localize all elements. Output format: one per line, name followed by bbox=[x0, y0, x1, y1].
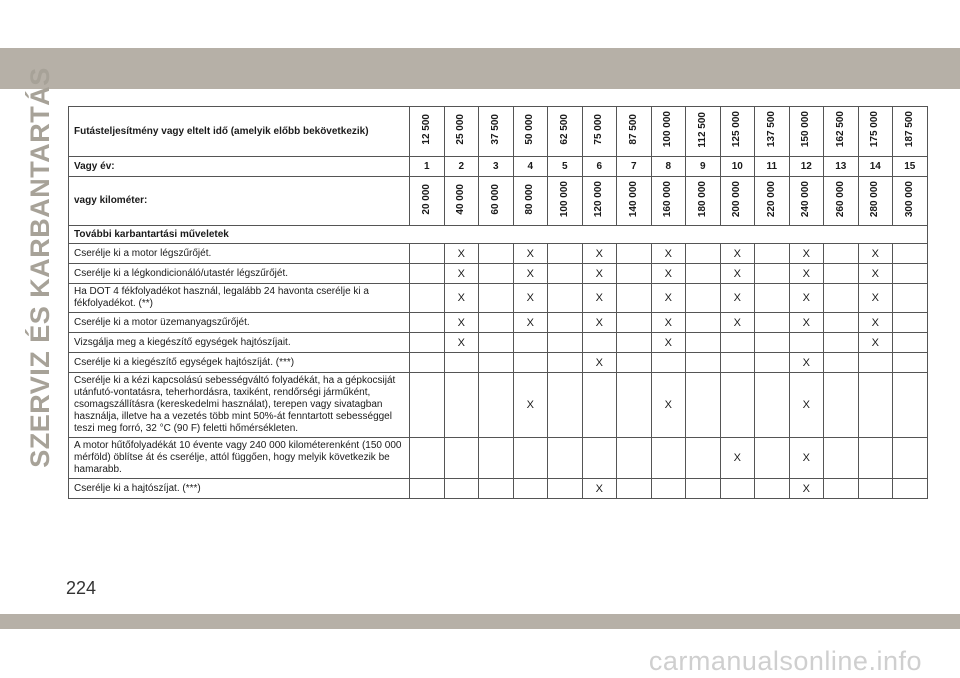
interval-mark bbox=[617, 264, 652, 284]
interval-mark: X bbox=[858, 284, 893, 313]
section-side-title bbox=[10, 67, 70, 468]
interval-mark bbox=[548, 264, 583, 284]
interval-mark: X bbox=[513, 284, 548, 313]
interval-mark: X bbox=[651, 313, 686, 333]
kilometer-value: 280 000 bbox=[869, 181, 881, 218]
year-cell: 3 bbox=[479, 157, 514, 177]
year-cell: 9 bbox=[686, 157, 721, 177]
interval-mark bbox=[479, 284, 514, 313]
kilometer-value: 100 000 bbox=[558, 181, 570, 218]
interval-mark bbox=[893, 313, 928, 333]
task-description: Cserélje ki a motor üzemanyagszűrőjét. bbox=[69, 313, 410, 333]
interval-mark: X bbox=[513, 244, 548, 264]
interval-mark: X bbox=[444, 264, 479, 284]
interval-mark bbox=[755, 244, 790, 264]
interval-mark bbox=[548, 353, 583, 373]
interval-mark bbox=[824, 438, 859, 479]
mileage-value: 162 500 bbox=[834, 111, 846, 148]
interval-mark bbox=[686, 244, 721, 264]
interval-mark bbox=[893, 264, 928, 284]
kilometer-label: vagy kilométer: bbox=[69, 177, 410, 226]
interval-mark bbox=[548, 244, 583, 264]
interval-mark bbox=[548, 284, 583, 313]
interval-mark: X bbox=[789, 479, 824, 499]
interval-mark bbox=[755, 313, 790, 333]
interval-mark: X bbox=[858, 313, 893, 333]
task-description: Cserélje ki a légkondicionáló/utastér légszűrőjét. bbox=[69, 264, 410, 284]
interval-mark bbox=[479, 479, 514, 499]
interval-mark bbox=[720, 333, 755, 353]
interval-mark: X bbox=[513, 264, 548, 284]
interval-mark bbox=[617, 353, 652, 373]
year-cell: 13 bbox=[824, 157, 859, 177]
year-cell: 11 bbox=[755, 157, 790, 177]
interval-mark bbox=[824, 244, 859, 264]
task-description: Cserélje ki a motor légszűrőjét. bbox=[69, 244, 410, 264]
interval-mark: X bbox=[651, 373, 686, 438]
interval-mark: X bbox=[651, 264, 686, 284]
side-title-text: SZERVIZ ÉS KARBANTARTÁS bbox=[24, 67, 55, 468]
interval-mark bbox=[893, 353, 928, 373]
interval-mark: X bbox=[789, 353, 824, 373]
mileage-cell bbox=[858, 107, 893, 157]
mileage-value: 137 500 bbox=[765, 111, 777, 148]
interval-mark bbox=[686, 333, 721, 353]
interval-mark bbox=[858, 479, 893, 499]
interval-mark bbox=[720, 373, 755, 438]
interval-mark bbox=[410, 333, 445, 353]
kilometer-value: 180 000 bbox=[696, 181, 708, 218]
kilometer-value: 60 000 bbox=[489, 183, 501, 215]
interval-mark bbox=[410, 284, 445, 313]
kilometer-cell bbox=[410, 177, 445, 226]
kilometer-cell bbox=[893, 177, 928, 226]
interval-mark bbox=[755, 479, 790, 499]
mileage-value: 87 500 bbox=[627, 114, 639, 145]
section-heading: További karbantartási műveletek bbox=[69, 226, 928, 244]
kilometer-cell bbox=[789, 177, 824, 226]
interval-mark bbox=[651, 438, 686, 479]
interval-mark bbox=[582, 438, 617, 479]
mileage-cell bbox=[410, 107, 445, 157]
section-heading-row bbox=[69, 226, 928, 244]
mileage-cell bbox=[720, 107, 755, 157]
mileage-cell bbox=[651, 107, 686, 157]
interval-mark: X bbox=[858, 244, 893, 264]
mileage-cell bbox=[789, 107, 824, 157]
interval-mark bbox=[858, 438, 893, 479]
interval-mark bbox=[444, 373, 479, 438]
mileage-cell bbox=[548, 107, 583, 157]
year-cell: 4 bbox=[513, 157, 548, 177]
mileage-value: 50 000 bbox=[524, 114, 536, 145]
task-description: Cserélje ki a kézi kapcsolású sebességváltó folyadékát, ha a gépkocsiját utánfutó-vontatásra, teherhordásra, taxiként, rendőrségi járműként, csomagszállításra (kereskedelmi használat), terepen vagy sivatagban használja, illetve ha a vezetés több mint 50%-át fenntartott sebességgel teszi meg forró, 32 °C (90 F) feletti hőmérsékleten. bbox=[69, 373, 410, 438]
table-row bbox=[69, 313, 928, 333]
interval-mark bbox=[410, 264, 445, 284]
interval-mark bbox=[755, 353, 790, 373]
mileage-cell bbox=[617, 107, 652, 157]
interval-mark: X bbox=[789, 284, 824, 313]
page-number: 224 bbox=[66, 578, 97, 598]
kilometer-value: 200 000 bbox=[731, 181, 743, 218]
interval-mark bbox=[893, 333, 928, 353]
interval-mark bbox=[893, 373, 928, 438]
interval-mark bbox=[824, 353, 859, 373]
interval-mark: X bbox=[582, 284, 617, 313]
task-description: A motor hűtőfolyadékát 10 évente vagy 240 000 kilométerenként (150 000 mérföld) öblítse át és cserélje, attól függően, hogy melyik következik be hamarabb. bbox=[69, 438, 410, 479]
interval-mark: X bbox=[651, 333, 686, 353]
interval-mark bbox=[479, 244, 514, 264]
interval-mark: X bbox=[444, 313, 479, 333]
mileage-value: 175 000 bbox=[869, 111, 881, 148]
year-cell: 14 bbox=[858, 157, 893, 177]
interval-mark bbox=[513, 438, 548, 479]
interval-mark bbox=[686, 479, 721, 499]
interval-mark: X bbox=[858, 264, 893, 284]
interval-mark bbox=[582, 373, 617, 438]
table-row bbox=[69, 244, 928, 264]
mileage-header-row bbox=[69, 107, 928, 157]
kilometer-value: 260 000 bbox=[834, 181, 846, 218]
interval-mark bbox=[479, 438, 514, 479]
kilometer-value: 240 000 bbox=[800, 181, 812, 218]
interval-mark bbox=[720, 479, 755, 499]
interval-mark bbox=[893, 244, 928, 264]
interval-mark bbox=[548, 313, 583, 333]
kilometer-cell bbox=[686, 177, 721, 226]
interval-mark: X bbox=[720, 313, 755, 333]
interval-mark: X bbox=[720, 244, 755, 264]
year-label: Vagy év: bbox=[69, 157, 410, 177]
year-cell: 7 bbox=[617, 157, 652, 177]
kilometer-cell bbox=[617, 177, 652, 226]
interval-mark bbox=[617, 313, 652, 333]
mileage-value: 187 500 bbox=[903, 111, 915, 148]
year-cell: 12 bbox=[789, 157, 824, 177]
interval-mark: X bbox=[444, 244, 479, 264]
interval-mark bbox=[548, 373, 583, 438]
interval-mark: X bbox=[789, 373, 824, 438]
mileage-cell bbox=[582, 107, 617, 157]
interval-mark: X bbox=[582, 264, 617, 284]
maintenance-schedule-table bbox=[68, 106, 928, 499]
interval-mark bbox=[548, 333, 583, 353]
mileage-cell bbox=[893, 107, 928, 157]
mileage-cell bbox=[755, 107, 790, 157]
interval-mark bbox=[858, 353, 893, 373]
interval-mark bbox=[824, 333, 859, 353]
interval-mark bbox=[755, 438, 790, 479]
task-description: Cserélje ki a kiegészítő egységek hajtószíját. (***) bbox=[69, 353, 410, 373]
interval-mark bbox=[479, 313, 514, 333]
kilometer-cell bbox=[651, 177, 686, 226]
kilometer-cell bbox=[479, 177, 514, 226]
interval-mark bbox=[410, 373, 445, 438]
kilometer-cell bbox=[548, 177, 583, 226]
interval-mark bbox=[513, 333, 548, 353]
interval-mark: X bbox=[582, 479, 617, 499]
interval-mark: X bbox=[651, 244, 686, 264]
mileage-value: 37 500 bbox=[489, 114, 501, 145]
interval-mark bbox=[789, 333, 824, 353]
interval-mark bbox=[824, 373, 859, 438]
interval-mark bbox=[513, 479, 548, 499]
kilometer-cell bbox=[513, 177, 548, 226]
table-row bbox=[69, 353, 928, 373]
kilometer-cell bbox=[720, 177, 755, 226]
interval-mark bbox=[755, 333, 790, 353]
kilometer-cell bbox=[444, 177, 479, 226]
interval-mark bbox=[617, 244, 652, 264]
interval-mark bbox=[755, 373, 790, 438]
interval-mark: X bbox=[720, 438, 755, 479]
mileage-value: 100 000 bbox=[662, 111, 674, 148]
kilometer-value: 120 000 bbox=[593, 181, 605, 218]
interval-mark: X bbox=[789, 438, 824, 479]
mileage-value: 150 000 bbox=[800, 111, 812, 148]
header-band bbox=[0, 48, 960, 89]
interval-mark bbox=[617, 333, 652, 353]
interval-mark: X bbox=[444, 333, 479, 353]
interval-mark bbox=[548, 479, 583, 499]
interval-mark: X bbox=[582, 244, 617, 264]
interval-mark bbox=[686, 264, 721, 284]
year-row bbox=[69, 157, 928, 177]
mileage-cell bbox=[824, 107, 859, 157]
kilometer-value: 80 000 bbox=[524, 183, 536, 215]
interval-mark bbox=[824, 313, 859, 333]
mileage-value: 62 500 bbox=[558, 114, 570, 145]
kilometer-value: 20 000 bbox=[420, 183, 432, 215]
interval-mark: X bbox=[651, 284, 686, 313]
task-description: Cserélje ki a hajtószíjat. (***) bbox=[69, 479, 410, 499]
interval-mark bbox=[651, 479, 686, 499]
table-row bbox=[69, 264, 928, 284]
year-cell: 8 bbox=[651, 157, 686, 177]
kilometer-value: 220 000 bbox=[765, 181, 777, 218]
table-row bbox=[69, 333, 928, 353]
mileage-cell bbox=[444, 107, 479, 157]
interval-mark bbox=[410, 244, 445, 264]
task-description: Ha DOT 4 fékfolyadékot használ, legalább 24 havonta cserélje ki a fékfolyadékot. (**) bbox=[69, 284, 410, 313]
interval-mark bbox=[479, 264, 514, 284]
interval-mark bbox=[755, 264, 790, 284]
interval-mark bbox=[410, 353, 445, 373]
interval-mark: X bbox=[789, 244, 824, 264]
mileage-value: 12 500 bbox=[420, 114, 432, 145]
task-description: Vizsgálja meg a kiegészítő egységek hajtószíjait. bbox=[69, 333, 410, 353]
mileage-value: 75 000 bbox=[593, 114, 605, 145]
interval-mark: X bbox=[789, 264, 824, 284]
mileage-value: 25 000 bbox=[455, 114, 467, 145]
interval-mark bbox=[893, 284, 928, 313]
interval-mark bbox=[617, 284, 652, 313]
kilometer-cell bbox=[582, 177, 617, 226]
interval-mark: X bbox=[582, 313, 617, 333]
interval-mark bbox=[582, 333, 617, 353]
interval-mark bbox=[686, 353, 721, 373]
table-row bbox=[69, 284, 928, 313]
interval-mark: X bbox=[444, 284, 479, 313]
year-cell: 1 bbox=[410, 157, 445, 177]
table-row bbox=[69, 438, 928, 479]
interval-mark bbox=[824, 479, 859, 499]
footer-band bbox=[0, 614, 960, 629]
table-row bbox=[69, 373, 928, 438]
interval-mark bbox=[686, 284, 721, 313]
kilometer-row bbox=[69, 177, 928, 226]
interval-mark bbox=[479, 353, 514, 373]
mileage-value: 112 500 bbox=[696, 111, 708, 148]
watermark-text: carmanualsonline.info bbox=[648, 646, 922, 676]
interval-mark: X bbox=[858, 333, 893, 353]
interval-mark bbox=[686, 313, 721, 333]
interval-mark bbox=[479, 333, 514, 353]
interval-mark bbox=[548, 438, 583, 479]
interval-mark bbox=[686, 373, 721, 438]
year-cell: 6 bbox=[582, 157, 617, 177]
interval-mark bbox=[651, 353, 686, 373]
interval-mark bbox=[720, 353, 755, 373]
mileage-value: 125 000 bbox=[731, 111, 743, 148]
interval-mark bbox=[755, 284, 790, 313]
year-cell: 10 bbox=[720, 157, 755, 177]
interval-mark: X bbox=[513, 373, 548, 438]
interval-mark bbox=[410, 313, 445, 333]
interval-mark: X bbox=[720, 284, 755, 313]
kilometer-value: 300 000 bbox=[903, 181, 915, 218]
interval-mark bbox=[479, 373, 514, 438]
interval-mark bbox=[893, 438, 928, 479]
interval-mark bbox=[617, 438, 652, 479]
mileage-cell bbox=[686, 107, 721, 157]
interval-mark bbox=[824, 284, 859, 313]
interval-mark bbox=[444, 438, 479, 479]
kilometer-cell bbox=[858, 177, 893, 226]
interval-mark bbox=[513, 353, 548, 373]
interval-mark: X bbox=[720, 264, 755, 284]
interval-mark bbox=[410, 438, 445, 479]
kilometer-value: 40 000 bbox=[455, 183, 467, 215]
interval-mark bbox=[444, 353, 479, 373]
interval-mark bbox=[858, 373, 893, 438]
interval-mark: X bbox=[513, 313, 548, 333]
mileage-cell bbox=[479, 107, 514, 157]
kilometer-cell bbox=[824, 177, 859, 226]
mileage-header-label: Futásteljesítmény vagy eltelt idő (amelyik előbb bekövetkezik) bbox=[69, 107, 410, 157]
interval-mark bbox=[617, 373, 652, 438]
interval-mark bbox=[686, 438, 721, 479]
kilometer-value: 160 000 bbox=[662, 181, 674, 218]
mileage-cell bbox=[513, 107, 548, 157]
year-cell: 2 bbox=[444, 157, 479, 177]
year-cell: 15 bbox=[893, 157, 928, 177]
kilometer-cell bbox=[755, 177, 790, 226]
interval-mark bbox=[824, 264, 859, 284]
year-cell: 5 bbox=[548, 157, 583, 177]
interval-mark bbox=[893, 479, 928, 499]
interval-mark: X bbox=[582, 353, 617, 373]
interval-mark bbox=[410, 479, 445, 499]
interval-mark bbox=[617, 479, 652, 499]
interval-mark: X bbox=[789, 313, 824, 333]
table-row bbox=[69, 479, 928, 499]
interval-mark bbox=[444, 479, 479, 499]
kilometer-value: 140 000 bbox=[627, 181, 639, 218]
